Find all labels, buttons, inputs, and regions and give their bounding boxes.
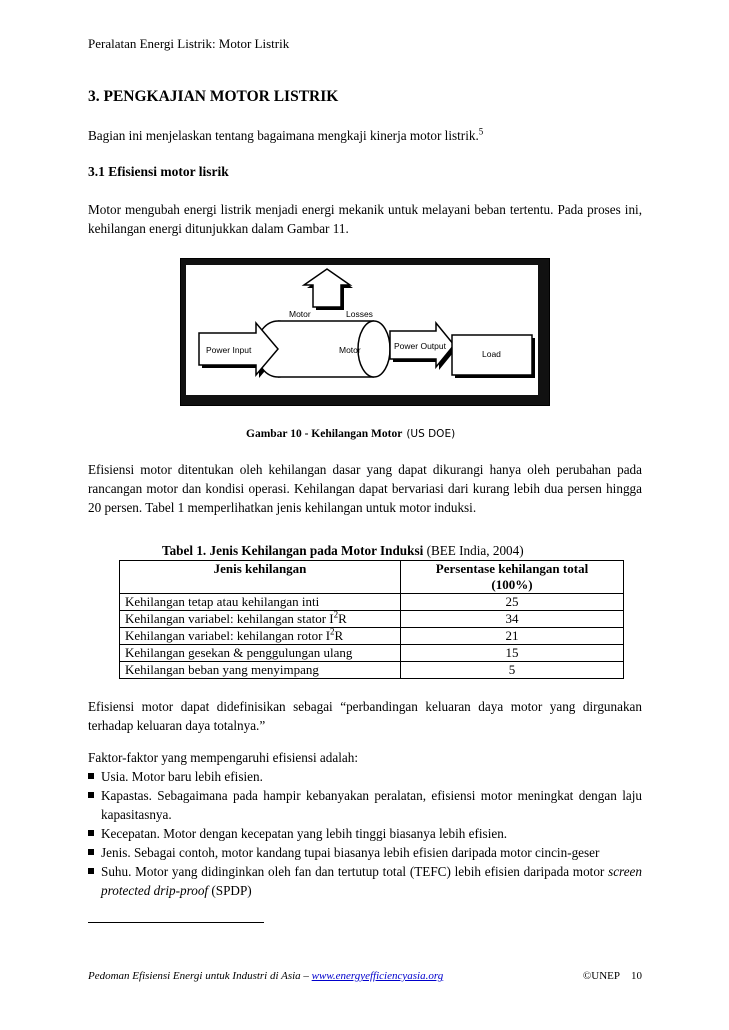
table-cell-type-suffix: R (338, 611, 347, 626)
table-cell-type: Kehilangan gesekan & penggulungan ulang (120, 645, 401, 662)
label-motor-top: Motor (289, 309, 311, 319)
table-row (120, 645, 624, 662)
table-cell-value: 21 (401, 628, 624, 645)
page-footer (88, 970, 642, 982)
label-power-input: Power Input (206, 345, 252, 355)
footer-copyright: ©UNEP (582, 970, 620, 982)
factors-intro: Faktor-faktor yang mempengaruhi efisiensi adalah: (88, 750, 358, 765)
figure-frame (180, 258, 550, 406)
bullet-square-icon (88, 849, 94, 855)
table-cell-type (120, 611, 401, 628)
table-cell-value: 25 (401, 594, 624, 611)
list-item-text: Suhu. Motor yang didinginkan oleh fan dan tertutup total (TEFC) lebih efisien daripada motor (101, 864, 609, 879)
footer-link[interactable]: www.energyefficiencyasia.org (311, 970, 444, 982)
running-header: Peralatan Energi Listrik: Motor Listrik (88, 36, 290, 51)
list-item-text: Usia. Motor baru lebih efisien. (101, 769, 263, 784)
subsection-title: 3.1 Efisiensi motor lisrik (88, 164, 229, 179)
superscript: 2 (333, 609, 339, 620)
table-cell-type-text: Kehilangan variabel: kehilangan rotor I (125, 628, 331, 643)
footer-title: Pedoman Efisiensi Energi untuk Industri di Asia – (88, 970, 312, 982)
table-row (120, 611, 624, 628)
motor-end-right (358, 321, 390, 377)
paragraph-intro: Motor mengubah energi listrik menjadi energi mekanik untuk melayani beban tertentu. Pada proses ini, kehilangan energi ditunjukkan dalam Gambar 11. (88, 202, 642, 236)
table-header-row (120, 561, 624, 594)
table-header-percent-line2: (100%) (491, 577, 533, 592)
table-cell-value: 5 (401, 662, 624, 679)
table-cell-type: Kehilangan tetap atau kehilangan inti (120, 594, 401, 611)
bullet-square-icon (88, 773, 94, 779)
bullet-square-icon (88, 792, 94, 798)
figure-diagram (186, 265, 538, 395)
figure-canvas (186, 265, 538, 395)
bullet-square-icon (88, 830, 94, 836)
footer-right (583, 970, 642, 982)
list-item (88, 862, 642, 900)
table-header-type: Jenis kehilangan (120, 561, 401, 594)
section-intro (88, 126, 642, 145)
list-item (88, 843, 642, 862)
list-item-text: Jenis. Sebagai contoh, motor kandang tupai biasanya lebih efisien daripada motor cincin-geser (101, 845, 600, 860)
paragraph-losses: Efisiensi motor ditentukan oleh kehilangan dasar yang dapat dikurangi hanya oleh perubahan pada rancangan motor dan kondisi operasi. Kehilangan dapat bervariasi dari kurang lebih dua persen hingga 20 persen. Tabel 1 memperlihatkan jenis kehilangan untuk motor induksi. (88, 462, 642, 515)
table-cell-type-text: Kehilangan variabel: kehilangan stator I (125, 611, 334, 626)
table-row (120, 662, 624, 679)
table-cell-type (120, 628, 401, 645)
table-cell-value: 34 (401, 611, 624, 628)
paragraph-definition: Efisiensi motor dapat didefinisikan sebagai “perbandingan keluaran daya motor yang dirgunakan terhadap keluaran daya totalnya.” (88, 699, 642, 733)
list-item-text-suffix: (SPDP) (208, 883, 252, 898)
list-item (88, 767, 642, 786)
figure-caption (246, 428, 455, 440)
list-item (88, 824, 642, 843)
page-number: 10 (631, 970, 642, 982)
label-power-output: Power Output (394, 341, 446, 351)
list-item-italic: screen protected drip-proof (101, 864, 642, 898)
table-title-text: Tabel 1. Jenis Kehilangan pada Motor Induksi (162, 543, 424, 558)
table-title (162, 543, 524, 559)
figure-caption-source: (US DOE) (406, 428, 456, 440)
factors-list (88, 767, 642, 900)
list-item-text: Kecepatan. Motor dengan kecepatan yang lebih tinggi biasanya lebih efisien. (101, 826, 508, 841)
bullet-square-icon (88, 868, 94, 874)
table-cell-value: 15 (401, 645, 624, 662)
table-header-percent (401, 561, 624, 594)
label-motor: Motor (339, 345, 361, 355)
list-item-text: Kapastas. Sebagaimana pada hampir kebanyakan peralatan, efisiensi motor meningkat dengan laju kapasitasnya. (101, 788, 642, 822)
table-cell-type: Kehilangan beban yang menyimpang (120, 662, 401, 679)
label-losses: Losses (346, 309, 373, 319)
superscript: 2 (330, 626, 335, 637)
loss-table (119, 560, 624, 679)
label-load: Load (482, 349, 501, 359)
footnote-ref[interactable]: 5 (478, 126, 484, 137)
figure-caption-text: Gambar 10 - Kehilangan Motor (246, 428, 403, 440)
table-row (120, 628, 624, 645)
table-title-source: (BEE India, 2004) (426, 543, 524, 558)
table-header-percent-line1: Persentase kehilangan total (435, 561, 589, 576)
list-item (88, 786, 642, 824)
section-intro-text: Bagian ini menjelaskan tentang bagaimana mengkaji kinerja motor listrik. (88, 128, 479, 143)
footnote-separator (88, 922, 264, 923)
motor-loss-figure (180, 258, 552, 408)
table-row (120, 594, 624, 611)
section-title: 3. PENGKAJIAN MOTOR LISTRIK (88, 88, 339, 105)
table-cell-type-suffix: R (334, 628, 344, 643)
